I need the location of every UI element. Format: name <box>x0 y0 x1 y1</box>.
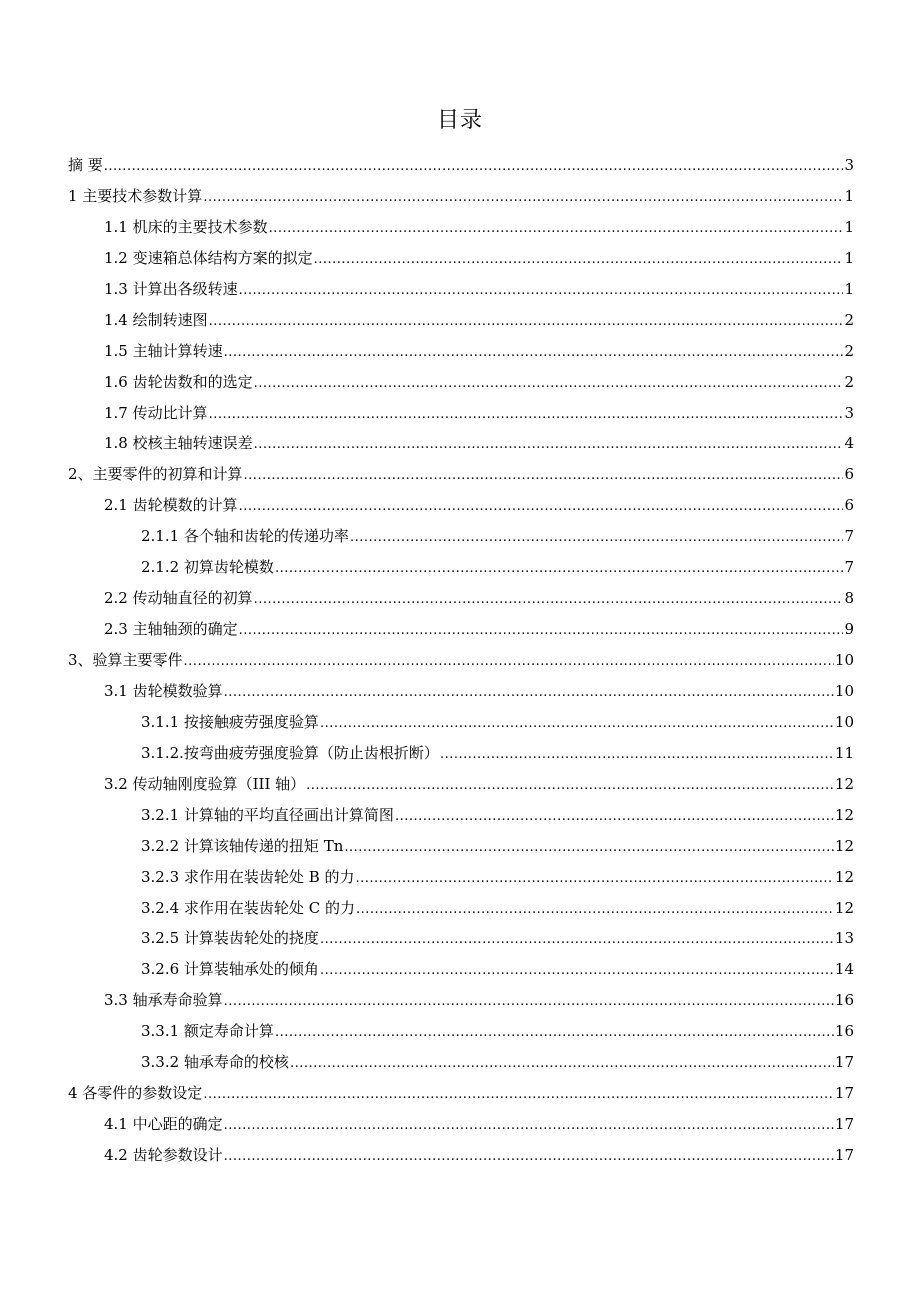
toc-entry-label: 3、验算主要零件 <box>68 651 183 669</box>
toc-list <box>68 150 854 1171</box>
toc-entry-label: 2.1.1 各个轴和齿轮的传递功率 <box>141 527 349 546</box>
toc-entry[interactable] <box>68 738 854 769</box>
toc-entry-page: 17 <box>834 1084 854 1103</box>
toc-entry[interactable] <box>68 1109 854 1140</box>
toc-entry-label: 2.1.2 初算齿轮模数 <box>141 558 274 577</box>
toc-entry-page: 4 <box>844 434 854 453</box>
toc-entry[interactable] <box>68 398 854 429</box>
toc-entry-label: 1.1 机床的主要技术参数 <box>104 217 268 236</box>
toc-entry[interactable] <box>68 831 854 862</box>
toc-entry-page: 2 <box>844 372 854 391</box>
toc-entry-page: 14 <box>834 960 854 979</box>
toc-entry-label: 3.2.5 计算装齿轮处的挠度 <box>141 929 319 948</box>
toc-entry-label: 1.3 计算出各级转速 <box>104 279 238 298</box>
toc-title: 目录 <box>436 108 483 133</box>
toc-entry-page: 3 <box>844 403 854 422</box>
toc-entry[interactable] <box>68 614 854 645</box>
toc-entry-page: 12 <box>834 805 854 824</box>
toc-entry-label: 4.1 中心距的确定 <box>104 1115 223 1134</box>
dot-leader <box>320 956 834 987</box>
dot-leader <box>356 895 834 926</box>
dot-leader <box>224 1142 834 1173</box>
toc-entry-page: 12 <box>834 867 854 886</box>
dot-leader <box>254 369 844 400</box>
toc-entry-page: 6 <box>844 496 854 515</box>
dot-leader <box>395 802 834 833</box>
dot-leader <box>306 771 834 802</box>
toc-entry[interactable] <box>68 800 854 831</box>
toc-entry[interactable] <box>68 583 854 614</box>
toc-entry[interactable] <box>68 893 854 924</box>
toc-entry-page: 7 <box>844 558 854 577</box>
toc-entry-page: 3 <box>844 156 854 174</box>
toc-entry-label: 2.1 齿轮模数的计算 <box>104 496 238 515</box>
toc-entry[interactable] <box>68 459 854 490</box>
dot-leader <box>224 338 844 369</box>
toc-entry-label: 3.1.2.按弯曲疲劳强度验算（防止齿根折断） <box>141 743 439 762</box>
toc-entry[interactable] <box>68 490 854 521</box>
dot-leader <box>203 1080 834 1111</box>
toc-entry-page: 7 <box>844 527 854 546</box>
toc-entry[interactable] <box>68 552 854 583</box>
toc-entry[interactable] <box>68 1047 854 1078</box>
toc-entry[interactable] <box>68 521 854 552</box>
dot-leader <box>224 987 834 1018</box>
toc-entry-label: 3.2.4 求作用在装齿轮处 C 的力 <box>141 898 355 917</box>
dot-leader <box>239 616 844 647</box>
toc-entry-label: 3.1 齿轮模数验算 <box>104 681 223 700</box>
dot-leader <box>244 461 844 492</box>
toc-entry-label: 3.3 轴承寿命验算 <box>104 991 223 1010</box>
toc-entry-label: 2.2 传动轴直径的初算 <box>104 589 253 608</box>
toc-entry-label: 1 主要技术参数计算 <box>68 186 203 205</box>
toc-entry-page: 2 <box>844 341 854 360</box>
toc-entry-page: 6 <box>844 465 854 484</box>
toc-entry[interactable] <box>68 243 854 274</box>
toc-entry[interactable] <box>68 707 854 738</box>
toc-entry-page: 2 <box>844 310 854 329</box>
dot-leader <box>275 1018 834 1049</box>
dot-leader <box>104 152 844 183</box>
dot-leader <box>344 833 834 864</box>
toc-entry-label: 1.5 主轴计算转速 <box>104 341 223 360</box>
toc-entry-page: 1 <box>844 217 854 236</box>
toc-entry-label: 3.2.3 求作用在装齿轮处 B 的力 <box>141 867 355 886</box>
dot-leader <box>269 214 844 245</box>
dot-leader <box>209 400 844 431</box>
dot-leader <box>350 523 844 554</box>
toc-entry-label: 3.2.6 计算装轴承处的倾角 <box>141 960 319 979</box>
toc-entry-page: 1 <box>844 279 854 298</box>
toc-entry[interactable] <box>68 305 854 336</box>
toc-entry-page: 12 <box>834 836 854 855</box>
dot-leader <box>239 492 844 523</box>
toc-entry[interactable] <box>68 862 854 893</box>
toc-entry[interactable] <box>68 769 854 800</box>
dot-leader <box>184 647 834 678</box>
dot-leader <box>254 430 844 461</box>
toc-entry-label: 3.2.1 计算轴的平均直径画出计算简图 <box>141 805 394 824</box>
toc-entry-label: 2、主要零件的初算和计算 <box>68 465 243 484</box>
toc-entry-label: 1.6 齿轮齿数和的选定 <box>104 372 253 391</box>
toc-entry-label: 4.2 齿轮参数设计 <box>104 1146 223 1164</box>
toc-entry[interactable] <box>68 274 854 305</box>
toc-entry-label: 1.8 校核主轴转速误差 <box>104 434 253 453</box>
toc-entry-page: 10 <box>834 681 854 700</box>
toc-entry[interactable] <box>68 336 854 367</box>
toc-entry-label: 3.1.1 按接触疲劳强度验算 <box>141 712 319 731</box>
toc-entry-page: 16 <box>834 1022 854 1041</box>
toc-entry[interactable] <box>68 367 854 398</box>
toc-entry[interactable] <box>68 645 854 676</box>
dot-leader <box>254 585 844 616</box>
toc-entry-page: 1 <box>844 248 854 267</box>
toc-entry[interactable] <box>68 150 854 181</box>
dot-leader <box>275 554 844 585</box>
toc-entry-page: 8 <box>844 589 854 608</box>
toc-entry-page: 9 <box>844 620 854 639</box>
dot-leader <box>320 709 834 740</box>
dot-leader <box>440 740 834 771</box>
toc-entry-page: 13 <box>834 929 854 948</box>
toc-entry-label: 3.3.1 额定寿命计算 <box>141 1022 274 1041</box>
toc-entry-page: 1 <box>844 186 854 205</box>
toc-entry[interactable] <box>68 676 854 707</box>
toc-entry-label: 3.3.2 轴承寿命的校核 <box>141 1053 289 1072</box>
toc-entry-label: 1.2 变速箱总体结构方案的拟定 <box>104 248 313 267</box>
toc-entry[interactable] <box>68 985 854 1016</box>
dot-leader <box>209 307 844 338</box>
dot-leader <box>290 1049 834 1080</box>
toc-entry[interactable] <box>68 1140 854 1171</box>
toc-entry-label: 4 各零件的参数设定 <box>68 1084 203 1103</box>
toc-entry-page: 10 <box>834 651 854 669</box>
toc-entry-label: 3.2.2 计算该轴传递的扭矩 Tn <box>141 836 344 855</box>
toc-entry-label: 2.3 主轴轴颈的确定 <box>104 620 238 639</box>
toc-entry[interactable] <box>68 954 854 985</box>
toc-entry[interactable] <box>68 212 854 243</box>
dot-leader <box>320 925 834 956</box>
dot-leader <box>224 678 834 709</box>
dot-leader <box>239 276 844 307</box>
toc-entry[interactable] <box>68 428 854 459</box>
toc-entry-page: 17 <box>834 1053 854 1072</box>
toc-entry-page: 11 <box>834 743 854 762</box>
dot-leader <box>356 864 834 895</box>
toc-entry-page: 16 <box>834 991 854 1010</box>
toc-entry-label: 1.7 传动比计算 <box>104 403 208 422</box>
toc-entry[interactable] <box>68 1016 854 1047</box>
toc-entry-page: 17 <box>834 1146 854 1164</box>
toc-entry[interactable] <box>68 1078 854 1109</box>
dot-leader <box>224 1111 834 1142</box>
dot-leader <box>314 245 844 276</box>
toc-entry-label: 摘 要 <box>68 156 103 174</box>
toc-entry-page: 12 <box>834 774 854 793</box>
toc-entry-page: 10 <box>834 712 854 731</box>
dot-leader <box>203 183 843 214</box>
toc-entry-label: 3.2 传动轴刚度验算（III 轴） <box>104 774 306 793</box>
toc-entry-page: 17 <box>834 1115 854 1134</box>
toc-entry[interactable] <box>68 181 854 212</box>
toc-entry[interactable] <box>68 923 854 954</box>
toc-entry-page: 12 <box>834 898 854 917</box>
toc-entry-label: 1.4 绘制转速图 <box>104 310 208 329</box>
